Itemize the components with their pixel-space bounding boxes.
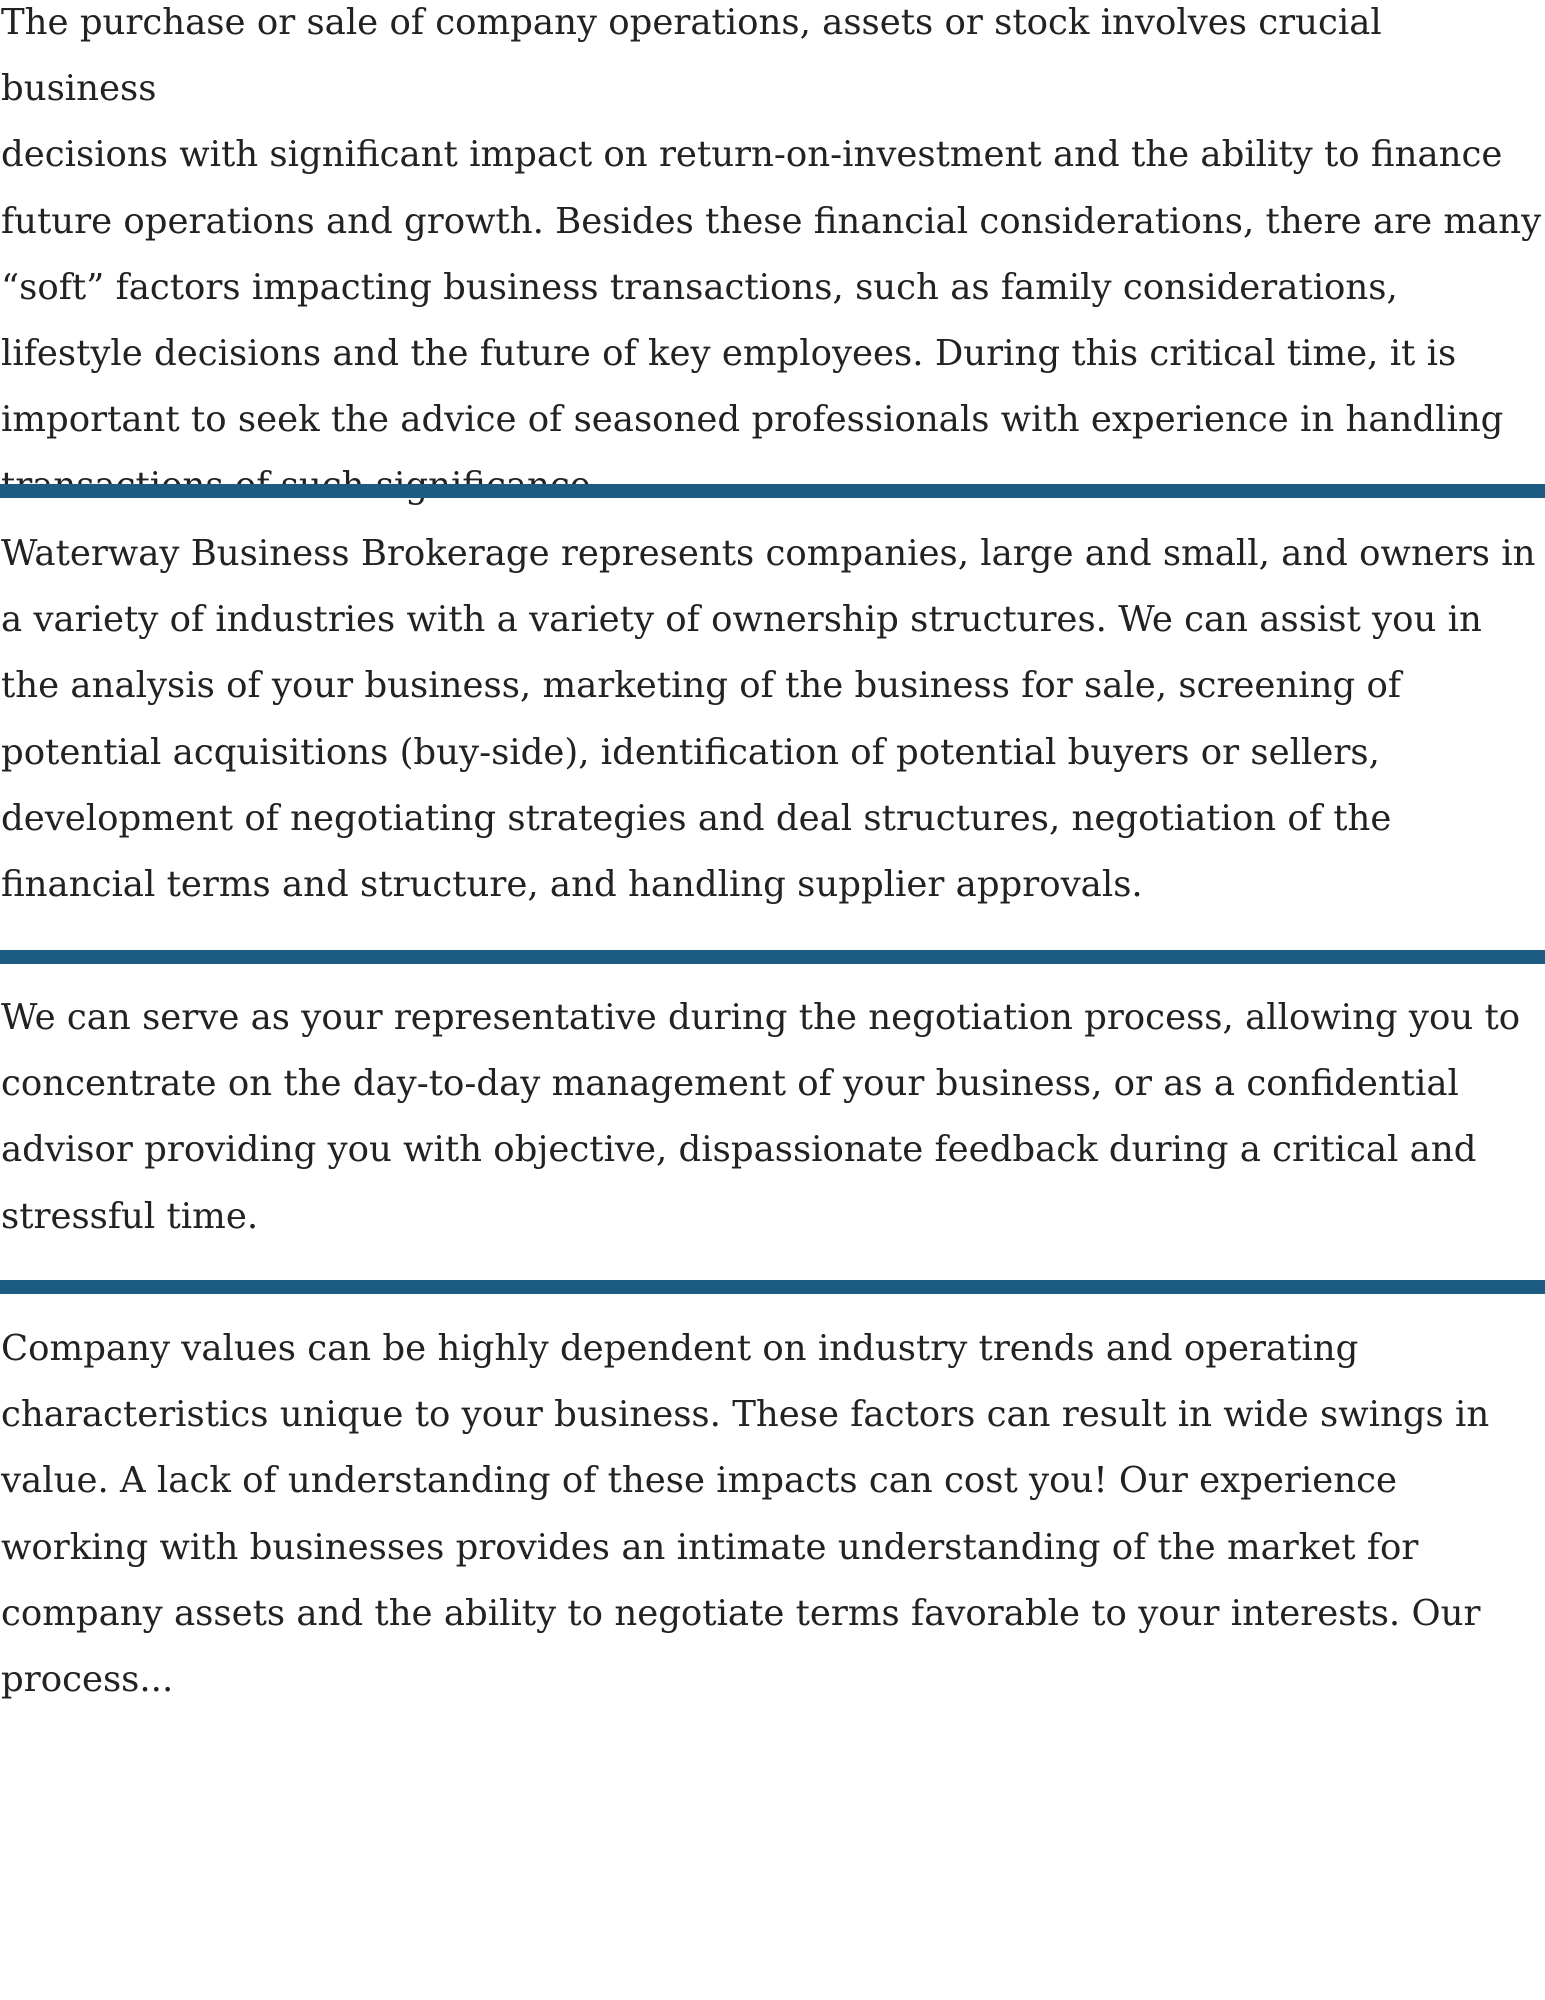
paragraph-services: Waterway Business Brokerage represents companies, large and small, and owners in a variety of industries with a variety of ownership structures. We can assist you in the analysis of your business, marketing of the business for sale, screening of potential acquisitions (buy-side), identification of potential buyers or sellers, development of negotiating strategies and deal structures, negotiation of the financial terms and structure, and handling supplier approvals. [1, 533, 1536, 906]
section-divider [0, 484, 1545, 498]
section-divider [0, 1280, 1545, 1294]
paragraph-intro: The purchase or sale of company operations, assets or stock involves crucial business decisions with significant impact on return-on-investment and the ability to finance future operations and growth. Besides these financial considerations, there are many “soft” factors impacting business transactions, such as family considerations, lifestyle decisions and the future of key employees. During this critical time, it is important to seek the advice of seasoned professionals with experience in handling [1, 2, 1542, 441]
section-divider [0, 950, 1545, 964]
paragraph-company-values: Company values can be highly dependent on industry trends and operating characteristics unique to your business. These factors can result in wide swings in value. A lack of understanding of these impacts can cost you! Our experience working with businesses provides an intimate understanding of the market for company assets and the ability to negotiate terms favorable to your interests. Our process... [1, 1328, 1490, 1701]
paragraph-representation: We can serve as your representative during the negotiation process, allowing you to concentrate on the day-to-day management of your business, or as a confidential advisor providing you with objective, dispassionate feedback during a critical and stressful time. [1, 997, 1521, 1237]
